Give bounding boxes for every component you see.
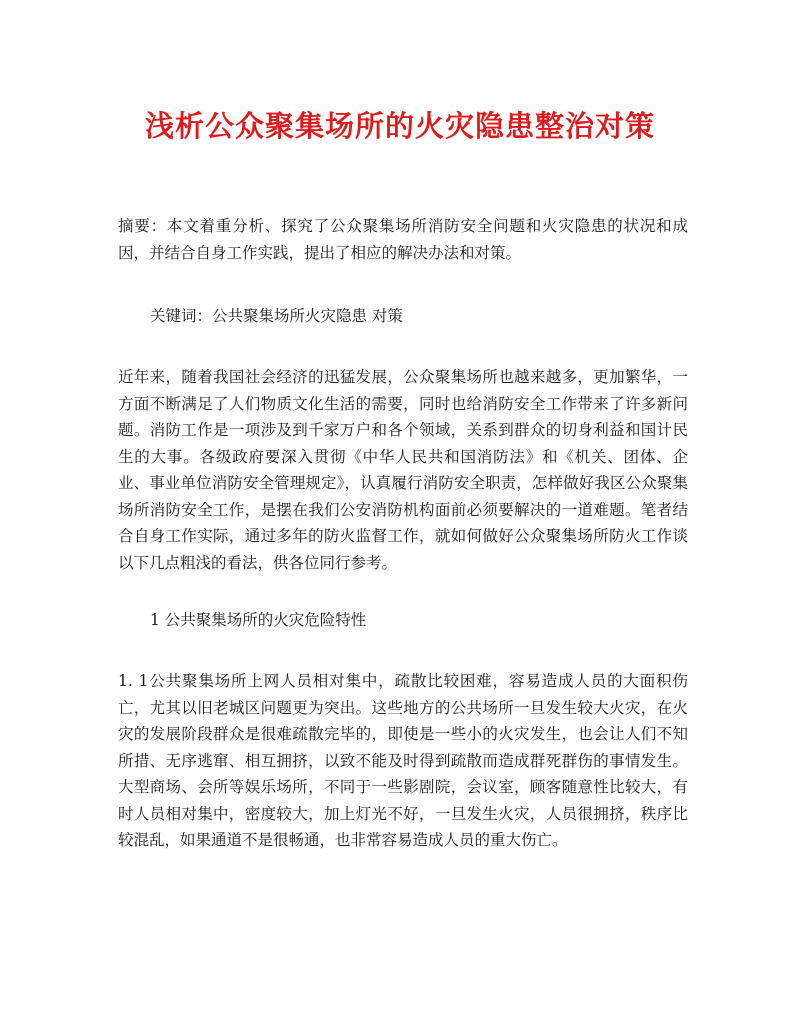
section-heading: 1 公共聚集场所的火灾危险特性 <box>150 611 367 629</box>
document-title: 浅析公众聚集场所的火灾隐患整治对策 <box>144 109 655 143</box>
abstract-paragraph: 摘要：本文着重分析、探究了公众聚集场所消防安全问题和火灾隐患的状况和成因，并结合自身工作实践，提出了相应的解决办法和对策。 <box>118 217 688 262</box>
intro-paragraph: 近年来，随着我国社会经济的迅猛发展，公众聚集场所也越来越多，更加繁华，一方面不断满足了人们物质文化生活的需要，同时也给消防安全工作带来了许多新问题。消防工作是一项涉及到千家万户和各个领域，关系到群众的切身利益和国计民生的大事。各级政府要深入贯彻《中华人民共和国消防法》和《机关、团体、企业、事业单位消防安全管理规定》，认真履行消防安全职责，怎样做好我区公众聚集场所消防安全工作，是摆在我们公安消防机构面前必须要解决的一道难题。笔者结合自身工作实际，通过多年的防火监督工作，就如何做好公众聚集场所防火工作谈以下几点粗浅的看法，供各位同行参考。 <box>118 368 688 572</box>
section-1-1-paragraph: 1. 1公共聚集场所上网人员相对集中，疏散比较困难，容易造成人员的大面积伤亡，尤其以旧老城区问题更为突出。这些地方的公共场所一旦发生较大火灾，在火灾的发展阶段群众是很难疏散完毕的，即使是一些小的火灾发生，也会让人们不知所措、无序逃窜、相互拥挤，以致不能及时得到疏散而造成群死群伤的事情发生。大型商场、会所等娱乐场所，不同于一些影剧院，会议室，顾客随意性比较大，有时人员相对集中，密度较大，加上灯光不好，一旦发生火灾，人员很拥挤，秩序比较混乱，如果通道不是很畅通，也非常容易造成人员的重大伤亡。 <box>118 672 688 849</box>
keywords-line: 关键词：公共聚集场所火灾隐患 对策 <box>150 307 403 325</box>
